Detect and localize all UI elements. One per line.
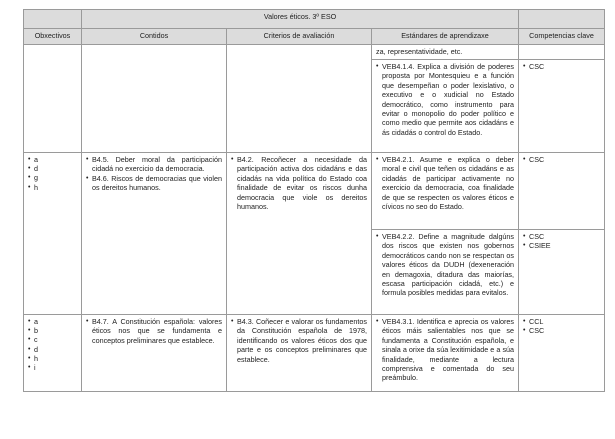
standard-cell <box>372 153 519 230</box>
objective-item: • b <box>28 326 77 335</box>
title-blank-cell <box>519 10 605 29</box>
header-objectives: Obxectivos <box>24 29 82 45</box>
curriculum-table <box>23 9 605 392</box>
competences-cell <box>519 45 605 60</box>
header-row <box>24 29 605 45</box>
objectives-cell <box>24 45 82 153</box>
contents-cell <box>82 45 227 153</box>
objective-item: • g <box>28 173 77 182</box>
standard-text: • VEB4.3.1. Identifica e aprecia os valores éticos máis salientables nos que se fundamenta a Constitución española, e sinala a orixe da súa lexitimidade e a súa finalidade, mediante a lectura comprensiva e comentada do seu preámbulo. <box>376 317 514 383</box>
content-item: • B4.5. Deber moral da participación cidadá no exercicio da democracia. <box>86 155 222 174</box>
standard-cell <box>372 315 519 392</box>
standard-cell <box>372 45 519 60</box>
objective-item: • d <box>28 164 77 173</box>
contents-cell <box>82 153 227 315</box>
objective-item: • a <box>28 155 77 164</box>
table-title: Valores éticos. 3º ESO <box>82 10 519 29</box>
competence-item: • CSC <box>523 326 600 335</box>
competences-cell <box>519 153 605 230</box>
criteria-cell <box>227 315 372 392</box>
contents-cell <box>82 315 227 392</box>
criterion-item: • B4.2. Recoñecer a necesidade da participación activa dos cidadáns e das cidadás na vida política do Estado coa finalidade de evitar os riscos dunha democracia que viole os dereitos humanos. <box>231 155 367 211</box>
content-item: • B4.6. Riscos de democracias que violen os dereitos humanos. <box>86 174 222 193</box>
content-item: • B4.7. A Constitución española: valores éticos nos que se fundamenta e conceptos preliminares que establece. <box>86 317 222 345</box>
objective-item: • c <box>28 335 77 344</box>
objective-item: • a <box>28 317 77 326</box>
title-blank-cell <box>24 10 82 29</box>
competences-cell <box>519 315 605 392</box>
standard-text: • VEB4.2.1. Asume e explica o deber moral e civil que teñen os cidadáns e as cidadás de participar activamente no exercicio da democracia, coa finalidade de que se respecten os valores éticos e cívicos no seo do Estado. <box>376 155 514 211</box>
header-competences: Competencias clave <box>519 29 605 45</box>
table-row <box>24 45 605 60</box>
table-row <box>24 153 605 230</box>
standard-text: • VEB4.1.4. Explica a división de poderes proposta por Montesquieu e a función que desempeñan o poder lexislativo, o executivo e o xudicial no Estado democrático, como instrumento para evitar o monopolio do poder político e como medio que permite aos cidadáns e ás cidadás o control do Estado. <box>376 62 514 137</box>
header-standards: Estándares de aprendizaxe <box>372 29 519 45</box>
competence-item: • CSIEE <box>523 241 600 250</box>
objective-item: • h <box>28 354 77 363</box>
criterion-item: • B4.3. Coñecer e valorar os fundamentos da Constitución española de 1978, identificando os valores éticos dos que parte e os conceptos preliminares que establece. <box>231 317 367 364</box>
competence-item: • CCL <box>523 317 600 326</box>
competences-cell <box>519 230 605 315</box>
standard-text: • VEB4.2.2. Define a magnitude dalgúns dos riscos que existen nos gobernos democráticos cando non se respectan os valores éticos da DUDH (dexeneración en demagoxia, ditadura das maiorías, escasa participación cidadá, etc.) e formula posibles medidas para evitalos. <box>376 232 514 298</box>
competence-item: • CSC <box>523 155 600 164</box>
header-contents: Contidos <box>82 29 227 45</box>
table-row <box>24 315 605 392</box>
criteria-cell <box>227 45 372 153</box>
objective-item: • d <box>28 345 77 354</box>
objective-item: • h <box>28 183 77 192</box>
objectives-cell <box>24 315 82 392</box>
criteria-cell <box>227 153 372 315</box>
standard-text: za, representatividade, etc. <box>376 47 463 56</box>
header-criteria: Criterios de avaliación <box>227 29 372 45</box>
title-row <box>24 10 605 29</box>
standard-cell <box>372 60 519 153</box>
competence-item: • CSC <box>523 232 600 241</box>
objective-item: • i <box>28 363 77 372</box>
standard-cell <box>372 230 519 315</box>
competence-item: • CSC <box>523 62 600 71</box>
competences-cell <box>519 60 605 153</box>
objectives-cell <box>24 153 82 315</box>
